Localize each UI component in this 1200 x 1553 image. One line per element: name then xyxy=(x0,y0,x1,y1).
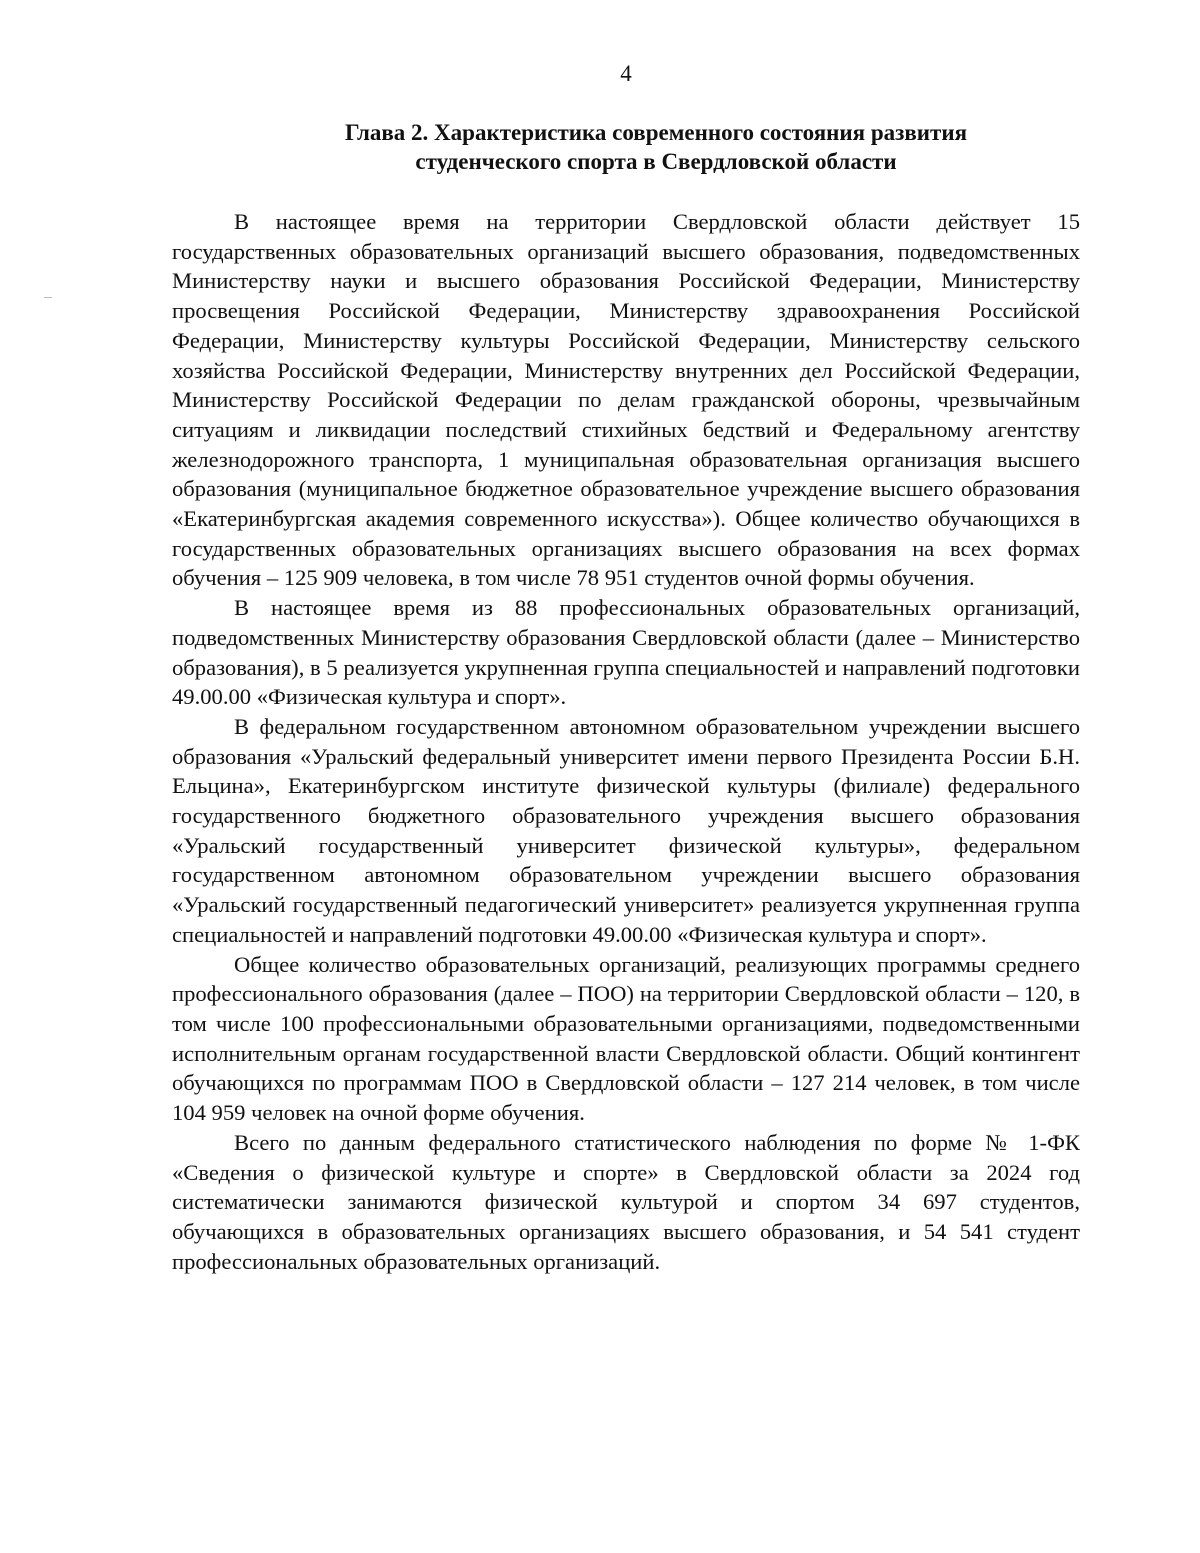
document-page xyxy=(172,60,1080,1276)
chapter-title-line-1: Глава 2. Характеристика современного состояния развития xyxy=(344,120,968,145)
chapter-title-line-2: студенческого спорта в Свердловской области xyxy=(415,149,897,174)
scan-artifact xyxy=(44,297,52,298)
body-text xyxy=(172,207,1080,1276)
paragraph-5: Всего по данным федерального статистического наблюдения по форме № 1-ФК «Сведения о физической культуре и спорте» в Свердловской области за 2024 год систематически занимаются физической культурой и спортом 34 697 студентов, обучающихся в образовательных организациях высшего образования, и 54 541 студент профессиональных образовательных организаций. xyxy=(172,1129,1080,1274)
paragraph-2: В настоящее время из 88 профессиональных образовательных организаций, подведомственных Министерству образования Свердловской области (далее – Министерство образования), в 5 реализуется укрупненная группа специальностей и направлений подготовки 49.00.00 «Физическая культура и спорт». xyxy=(172,595,1080,710)
chapter-title xyxy=(172,118,1080,176)
paragraph-1: В настоящее время на территории Свердловской области действует 15 государственных образовательных организаций высшего образования, подведомственных Министерству науки и высшего образования Российской Федерации, Министерству просвещения Российской Федерации, Министерству здравоохранения Российской Федерации, Министерству культуры Российской Федерации, Министерству сельского хозяйства Российской Федерации, Министерству внутренних дел Российской Федерации, Министерству Российской Федерации по делам гражданской обороны, чрезвычайным ситуациям и ликвидации последствий стихийных бедствий и Федеральному агентству железнодорожного транспорта, 1 муниципальная образовательная организация высшего образования (муниципальное бюджетное образовательное учреждение высшего образования «Екатеринбургская академия современного искусства»). Общее количество обучающихся в государственных образовательных организациях высшего образования на всех формах обучения – 125 909 человека, в том числе 78 951 студентов очной формы обучения. xyxy=(172,209,1080,591)
paragraph-4: Общее количество образовательных организаций, реализующих программы среднего профессионального образования (далее – ПОО) на территории Свердловской области – 120, в том числе 100 профессиональными образовательными организациями, подведомственными исполнительным органам государственной власти Свердловской области. Общий контингент обучающихся по программам ПОО в Свердловской области – 127 214 человек, в том числе 104 959 человек на очной форме обучения. xyxy=(172,951,1080,1126)
page-number: 4 xyxy=(620,61,632,86)
paragraph-3: В федеральном государственном автономном образовательном учреждении высшего образования «Уральский федеральный университет имени первого Президента России Б.Н. Ельцина», Екатеринбургском институте физической культуры (филиале) федерального государственного бюджетного образовательного учреждения высшего образования «Уральский государственный университет физической культуры», федеральном государственном автономном образовательном учреждении высшего образования «Уральский государственный педагогический университет» реализуется укрупненная группа специальностей и направлений подготовки 49.00.00 «Физическая культура и спорт». xyxy=(172,713,1080,947)
